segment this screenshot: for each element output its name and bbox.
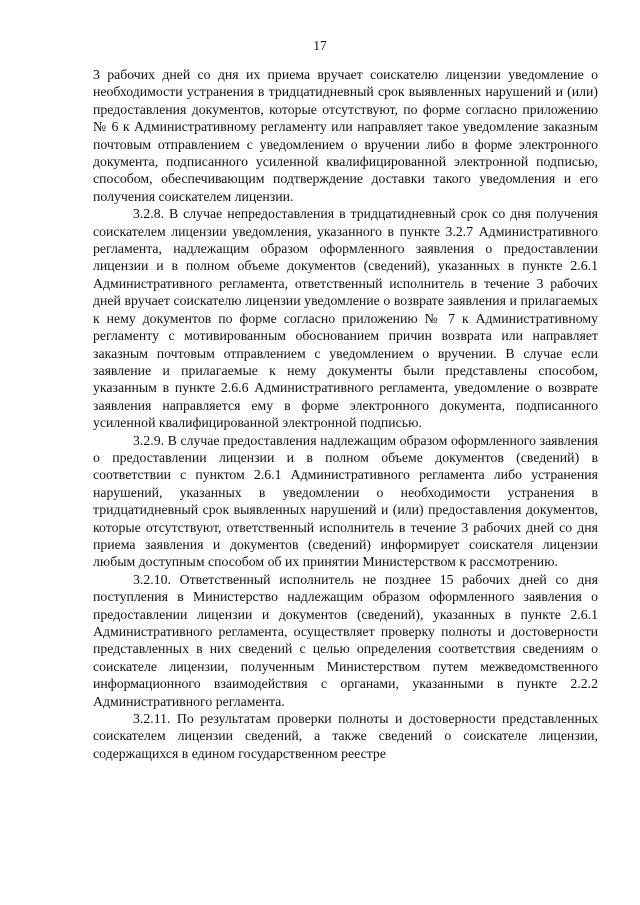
- paragraph-3-2-10: 3.2.10. Ответственный исполнитель не позднее 15 рабочих дней со дня поступления в Министерство надлежащим образом оформленного заявления о предоставлении лицензии и документов (сведений), указанных в пункте 2.6.1 Административного регламента, осуществляет проверку полноты и достоверности представленных в них сведений с целью определения соответствия сведениям о соискателе лицензии, полученным Министерством путем межведомственного информационного взаимодействия с органами, указанными в пункте 2.2.2 Административного регламента.: [93, 571, 598, 709]
- paragraph-continuation: 3 рабочих дней со дня их приема вручает соискателю лицензии уведомление о необходимости устранения в тридцатидневный срок выявленных нарушений и (или) предоставления документов, которые отсутствуют, по форме согласно приложению № 6 к Административному регламенту или направляет такое уведомление заказным почтовым отправлением с уведомлением о вручении либо в форме электронного документа, подписанного усиленной квалифицированной электронной подписью, способом, обеспечивающим подтверждение доставки такого уведомления и его получения соискателем лицензии.: [93, 67, 598, 204]
- paragraph-3-2-11: 3.2.11. По результатам проверки полноты и достоверности представленных соискателем лицензии сведений, а также сведений о соискателе лицензии, содержащихся в едином государственном реестре: [93, 711, 598, 761]
- paragraph-3-2-8: 3.2.8. В случае непредоставления в тридцатидневный срок со дня получения соискателем лицензии уведомления, указанного в пункте 3.2.7 Административного регламента, надлежащим образом оформленного заявления о предоставлении лицензии и в полном объеме документов (сведений), указанных в пункте 2.6.1 Административного регламента, ответственный исполнитель в течение 3 рабочих дней вручает соискателю лицензии уведомление о возврате заявления и прилагаемых к нему документов по форме согласно приложению № 7 к Административному регламенту с мотивированным обоснованием причин возврата или направляет заказным почтовым отправлением с уведомлением о вручении. В случае если заявление и прилагаемые к нему документы были представлены способом, указанным в пункте 2.6.6 Административного регламента, уведомление о возврате заявления направляется ему в форме электронного документа, подписанного усиленной квалифицированной электронной подписью.: [93, 206, 598, 431]
- paragraph-3-2-9: 3.2.9. В случае предоставления надлежащим образом оформленного заявления о предоставлении лицензии и в полном объеме документов (сведений) в соответствии с пунктом 2.6.1 Административного регламента либо устранения нарушений, указанных в уведомлении о необходимости устранения в тридцатидневный срок выявленных нарушений и (или) предоставления документов, которые отсутствуют, ответственный исполнитель в течение 3 рабочих дней со дня приема заявления и документов (сведений) информирует соискателя лицензии любым доступным способом об их принятии Министерством к рассмотрению.: [93, 432, 598, 570]
- document-body: [93, 66, 598, 762]
- page-number: 17: [313, 38, 327, 53]
